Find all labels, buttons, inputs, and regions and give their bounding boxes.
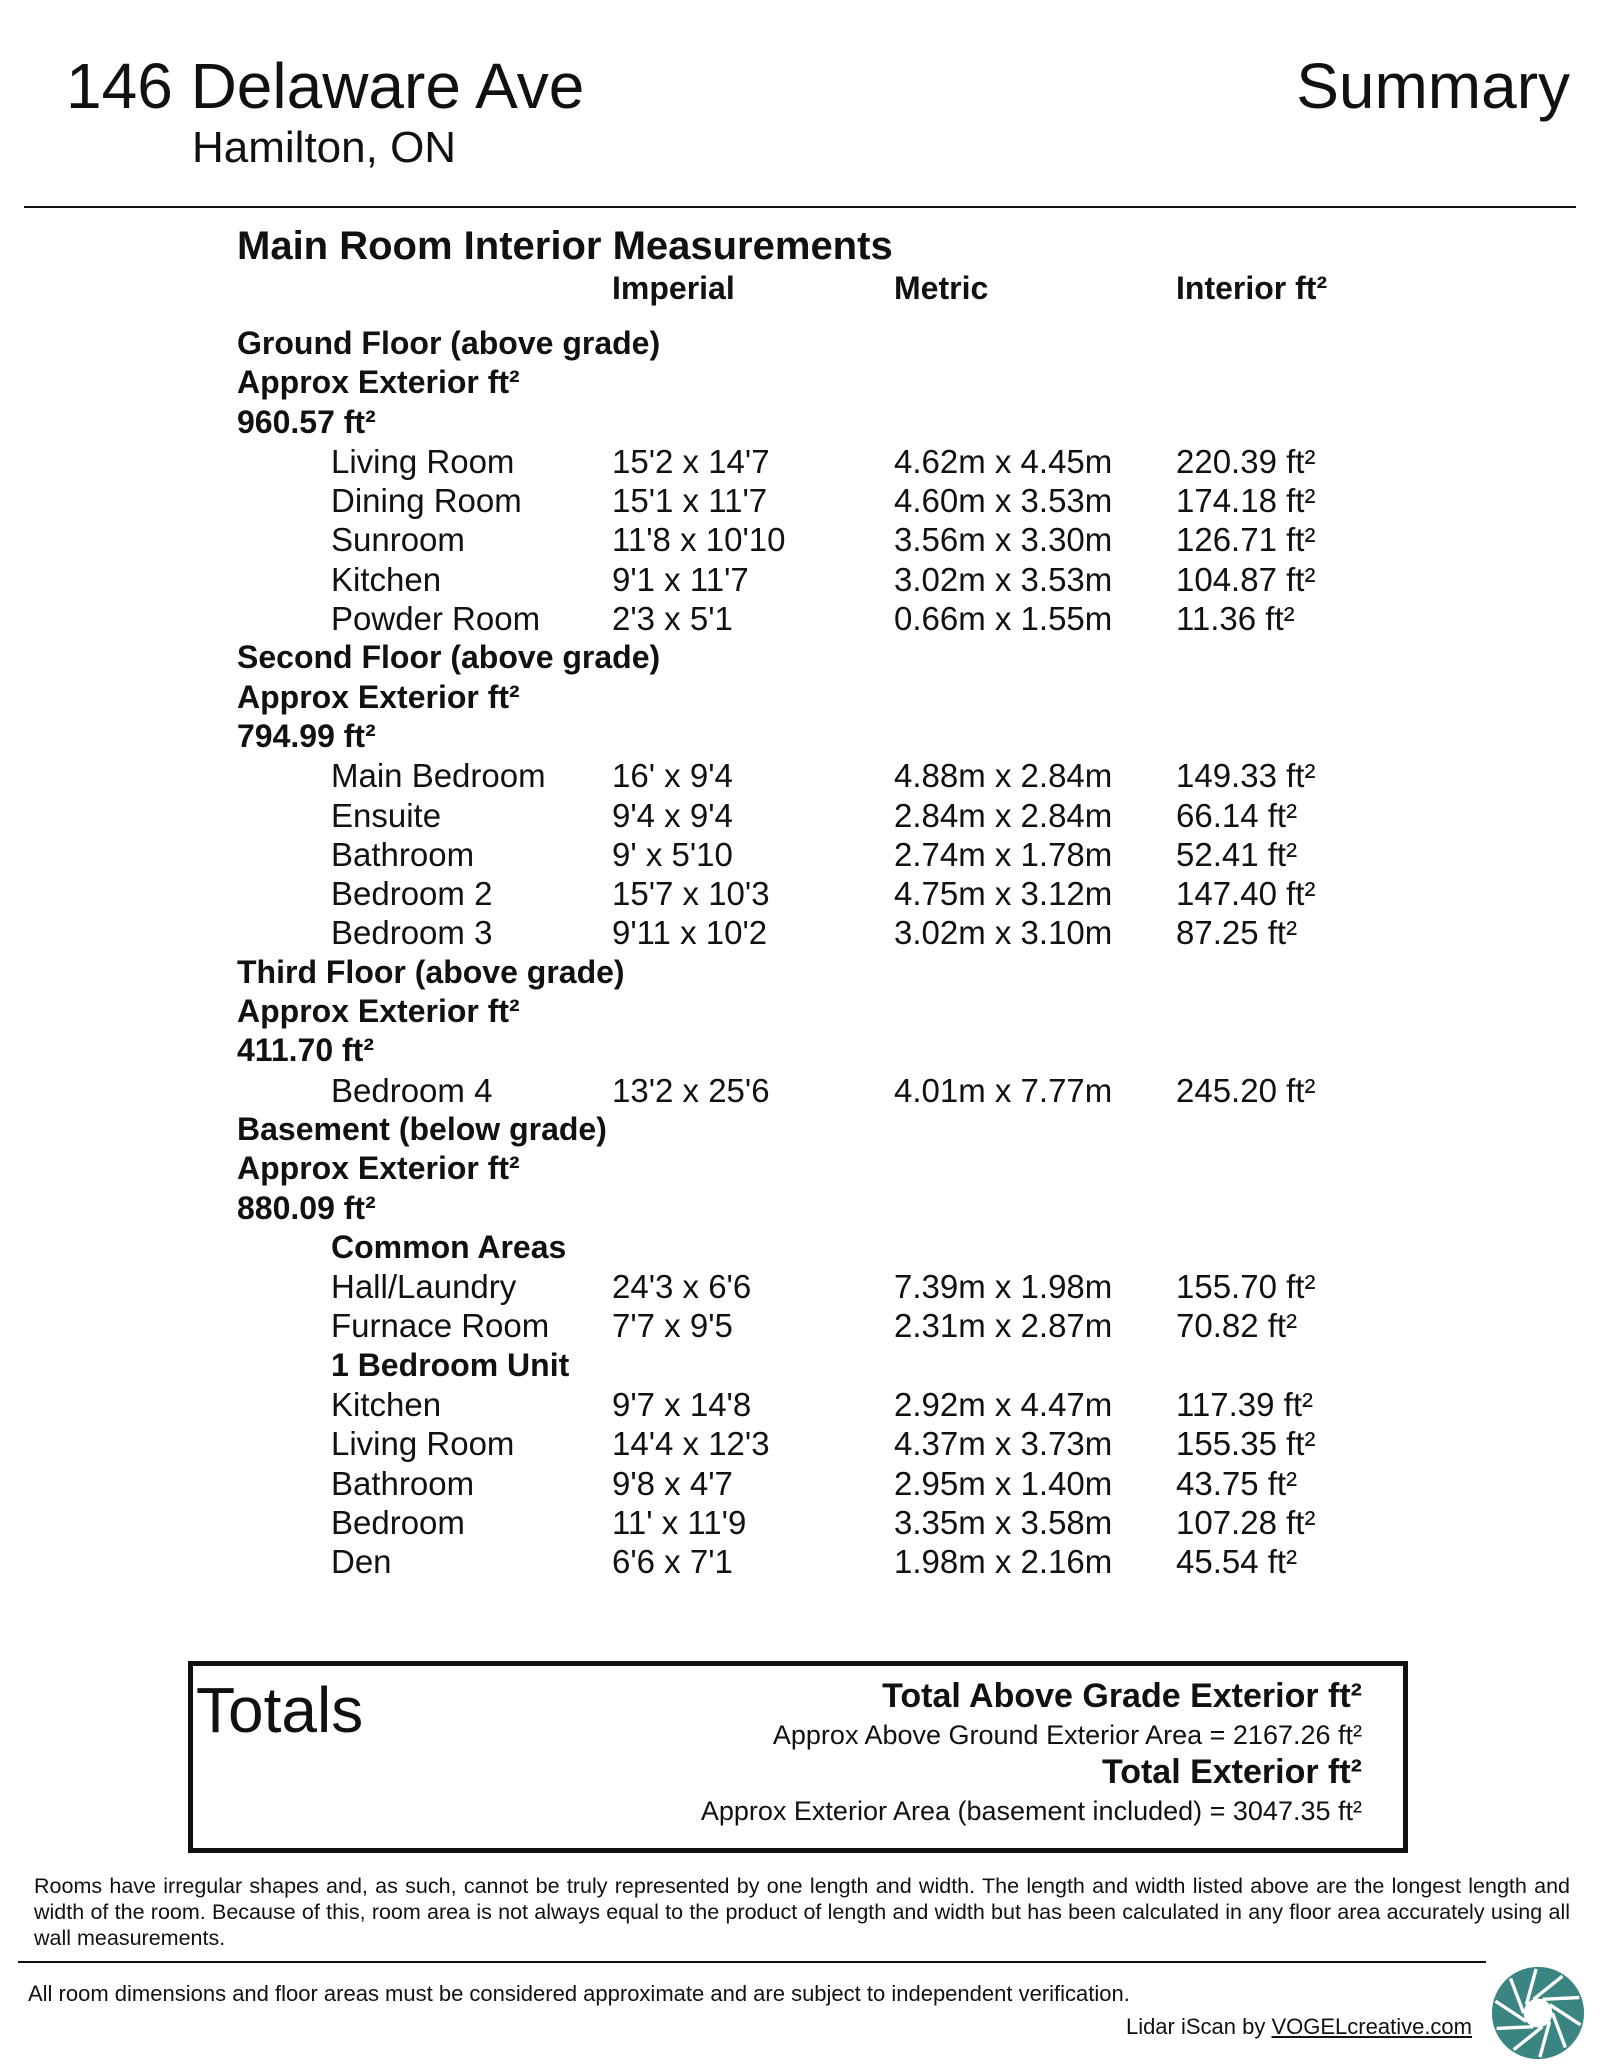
floor-heading: [0, 1149, 1600, 1188]
total-exterior-title: Total Exterior ft²: [1101, 1753, 1362, 1791]
total-above-grade-value: Approx Above Ground Exterior Area = 2167.26 ft²: [772, 1720, 1362, 1750]
column-header-metric: Metric: [894, 270, 989, 306]
room-metric: 4.62m x 4.45m: [894, 442, 1113, 480]
room-name: Main Bedroom: [331, 757, 546, 795]
room-area: 155.70 ft²: [1176, 1268, 1316, 1306]
address-line-2: Hamilton, ON: [192, 123, 457, 172]
room-name: Ensuite: [331, 796, 442, 834]
room-metric: 7.39m x 1.98m: [894, 1268, 1113, 1306]
subsection-heading: [0, 1228, 1600, 1267]
total-above-grade-title: Total Above Grade Exterior ft²: [882, 1677, 1362, 1715]
room-name: Bedroom: [331, 1503, 465, 1541]
room-row: [0, 913, 1600, 952]
room-name: Bedroom 4: [331, 1071, 493, 1109]
room-metric: 4.60m x 3.53m: [894, 482, 1113, 520]
room-row: [0, 481, 1600, 520]
room-row: [0, 1071, 1600, 1110]
room-metric: 0.66m x 1.55m: [894, 600, 1113, 638]
room-row: [0, 1267, 1600, 1306]
room-imperial: 15'1 x 11'7: [612, 482, 768, 520]
room-row: [0, 1306, 1600, 1345]
heading-text: Approx Exterior ft²: [237, 1150, 520, 1187]
credit-prefix: Lidar iScan by: [1125, 2014, 1272, 2039]
credit-line: [1126, 2012, 1472, 2042]
totals-label: Totals: [196, 1674, 364, 1746]
room-row: [0, 442, 1600, 481]
footer-divider: [18, 1961, 1486, 1963]
room-row: [0, 1424, 1600, 1463]
room-name: Bathroom: [331, 1464, 475, 1502]
room-row: [0, 796, 1600, 835]
room-imperial: 11'8 x 10'10: [612, 521, 786, 559]
room-area: 87.25 ft²: [1176, 914, 1298, 952]
heading-text: Second Floor (above grade): [237, 639, 661, 676]
room-area: 107.28 ft²: [1176, 1503, 1316, 1541]
room-area: 220.39 ft²: [1176, 442, 1316, 480]
heading-text: Basement (below grade): [237, 1110, 607, 1147]
room-imperial: 9'1 x 11'7: [612, 560, 749, 598]
room-imperial: 6'6 x 7'1: [612, 1543, 733, 1581]
room-metric: 2.74m x 1.78m: [894, 835, 1113, 873]
heading-text: Approx Exterior ft²: [237, 364, 520, 401]
floor-heading: [0, 953, 1600, 992]
address-line-1: 146 Delaware Ave: [66, 50, 585, 122]
page-kind-title: Summary: [1296, 50, 1570, 122]
room-area: 117.39 ft²: [1176, 1386, 1313, 1424]
room-name: Den: [331, 1543, 392, 1581]
room-area: 43.75 ft²: [1176, 1464, 1298, 1502]
floor-heading: [0, 363, 1600, 402]
room-metric: 4.88m x 2.84m: [894, 757, 1113, 795]
room-imperial: 9'8 x 4'7: [612, 1464, 733, 1502]
room-imperial: 9' x 5'10: [612, 835, 733, 873]
column-header-area: Interior ft²: [1176, 270, 1328, 306]
room-row: [0, 520, 1600, 559]
room-metric: 3.35m x 3.58m: [894, 1503, 1113, 1541]
room-metric: 3.56m x 3.30m: [894, 521, 1113, 559]
room-metric: 4.01m x 7.77m: [894, 1071, 1113, 1109]
room-area: 155.35 ft²: [1176, 1425, 1316, 1463]
room-row: [0, 874, 1600, 913]
room-imperial: 9'11 x 10'2: [612, 914, 768, 952]
room-imperial: 13'2 x 25'6: [612, 1071, 770, 1109]
floor-heading: [0, 717, 1600, 756]
room-imperial: 24'3 x 6'6: [612, 1268, 752, 1306]
room-area: 126.71 ft²: [1176, 521, 1316, 559]
room-name: Kitchen: [331, 560, 442, 598]
room-row: [0, 560, 1600, 599]
room-name: Powder Room: [331, 600, 541, 638]
subsection-heading: [0, 1346, 1600, 1385]
floor-heading: [0, 403, 1600, 442]
room-name: Dining Room: [331, 482, 522, 520]
room-imperial: 7'7 x 9'5: [612, 1307, 733, 1345]
heading-text: Common Areas: [331, 1228, 567, 1265]
floor-heading: [0, 992, 1600, 1031]
room-metric: 2.92m x 4.47m: [894, 1386, 1113, 1424]
room-metric: 4.37m x 3.73m: [894, 1425, 1113, 1463]
footer-note: All room dimensions and floor areas must be considered approximate and are subject to independent verification.: [28, 1981, 1130, 2006]
heading-text: 794.99 ft²: [237, 717, 376, 754]
disclaimer-text: Rooms have irregular shapes and, as such, cannot be truly represented by one length and width. The length and width listed above are the longest length and width of the room. Because of this, room area is not always equal to the product of length and width but has been calculated in any floor area accurately using all wall measurements.: [34, 1874, 1570, 1950]
room-name: Bathroom: [331, 835, 475, 873]
room-imperial: 15'2 x 14'7: [612, 442, 770, 480]
total-exterior-value: Approx Exterior Area (basement included) = 3047.35 ft²: [700, 1796, 1362, 1826]
room-imperial: 16' x 9'4: [612, 757, 733, 795]
room-area: 45.54 ft²: [1176, 1543, 1298, 1581]
floor-heading: [0, 1031, 1600, 1070]
heading-text: Third Floor (above grade): [237, 953, 625, 990]
room-row: [0, 1503, 1600, 1542]
room-imperial: 9'4 x 9'4: [612, 796, 733, 834]
room-imperial: 15'7 x 10'3: [612, 875, 770, 913]
room-imperial: 14'4 x 12'3: [612, 1425, 770, 1463]
room-metric: 2.31m x 2.87m: [894, 1307, 1113, 1345]
room-name: Sunroom: [331, 521, 465, 559]
heading-text: 1 Bedroom Unit: [331, 1346, 570, 1383]
room-name: Furnace Room: [331, 1307, 550, 1345]
heading-text: Ground Floor (above grade): [237, 325, 661, 361]
room-area: 11.36 ft²: [1176, 600, 1295, 638]
room-area: 147.40 ft²: [1176, 875, 1316, 913]
room-name: Bedroom 2: [331, 875, 493, 913]
room-metric: 1.98m x 2.16m: [894, 1543, 1113, 1581]
heading-text: Approx Exterior ft²: [237, 678, 520, 715]
room-imperial: 2'3 x 5'1: [612, 600, 733, 638]
measurements-table: [0, 324, 1600, 1582]
heading-text: 880.09 ft²: [237, 1189, 376, 1226]
room-name: Kitchen: [331, 1386, 442, 1424]
room-metric: 3.02m x 3.53m: [894, 560, 1113, 598]
room-area: 104.87 ft²: [1176, 560, 1316, 598]
heading-text: 411.70 ft²: [237, 1032, 374, 1069]
room-row: [0, 1464, 1600, 1503]
room-imperial: 9'7 x 14'8: [612, 1386, 752, 1424]
section-title: Main Room Interior Measurements: [237, 224, 893, 268]
heading-text: Approx Exterior ft²: [237, 993, 520, 1030]
room-metric: 2.95m x 1.40m: [894, 1464, 1113, 1502]
room-row: [0, 1542, 1600, 1581]
room-metric: 3.02m x 3.10m: [894, 914, 1113, 952]
header-divider: [24, 206, 1576, 208]
floor-heading: [0, 1110, 1600, 1149]
floor-heading: [0, 1189, 1600, 1228]
room-name: Living Room: [331, 442, 515, 480]
room-area: 174.18 ft²: [1176, 482, 1316, 520]
room-area: 66.14 ft²: [1176, 796, 1298, 834]
room-row: [0, 599, 1600, 638]
room-row: [0, 756, 1600, 795]
room-area: 245.20 ft²: [1176, 1071, 1316, 1109]
heading-text: 960.57 ft²: [237, 403, 376, 440]
room-area: 70.82 ft²: [1176, 1307, 1298, 1345]
credit-link[interactable]: VOGELcreative.com: [1271, 2014, 1472, 2039]
room-metric: 2.84m x 2.84m: [894, 796, 1113, 834]
logo-blade: [1497, 2027, 1534, 2029]
vogel-aperture-logo-icon: [1490, 1965, 1586, 2061]
room-metric: 4.75m x 3.12m: [894, 875, 1113, 913]
room-row: [0, 835, 1600, 874]
room-name: Bedroom 3: [331, 914, 493, 952]
room-name: Hall/Laundry: [331, 1268, 517, 1306]
room-row: [0, 1385, 1600, 1424]
logo-blade: [1542, 1998, 1579, 2000]
room-imperial: 11' x 11'9: [612, 1503, 747, 1541]
room-area: 149.33 ft²: [1176, 757, 1316, 795]
floor-heading: [0, 678, 1600, 717]
column-header-imperial: Imperial: [612, 270, 735, 306]
room-name: Living Room: [331, 1425, 515, 1463]
room-area: 52.41 ft²: [1176, 835, 1298, 873]
floor-heading: [0, 324, 1600, 363]
floor-heading: [0, 638, 1600, 677]
